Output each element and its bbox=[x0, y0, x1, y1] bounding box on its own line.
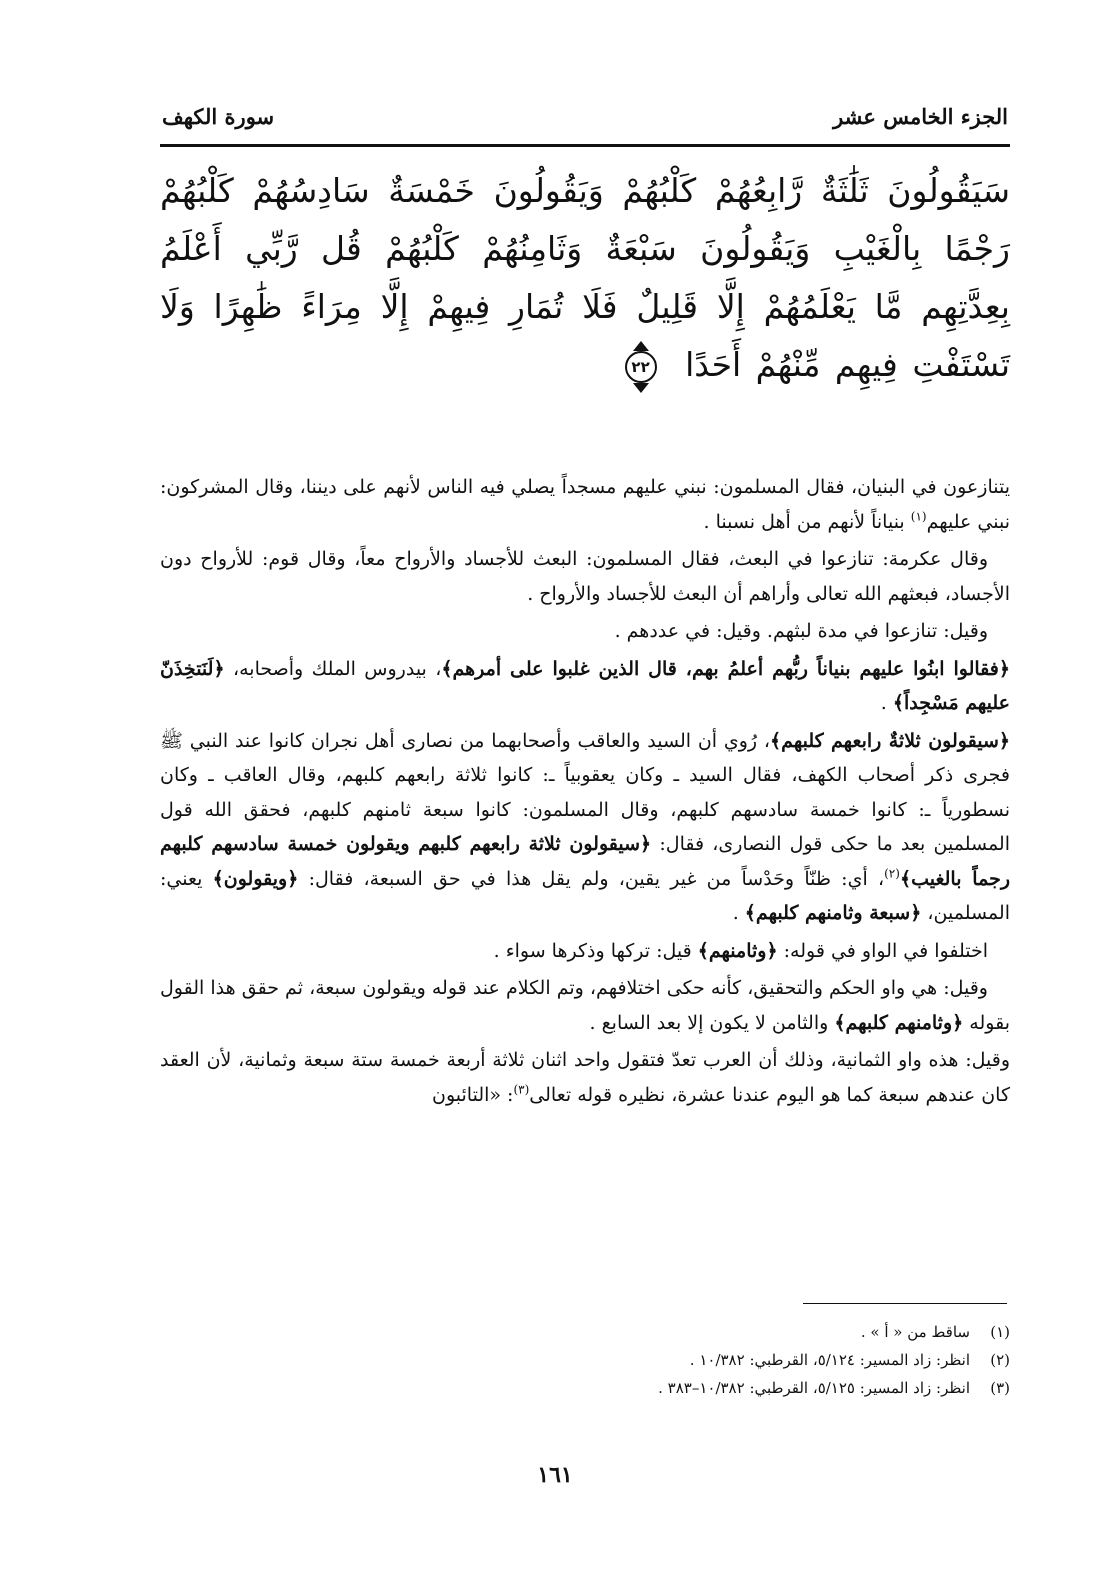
footnote-ref-3[interactable]: (٣) bbox=[513, 1082, 530, 1097]
paragraph-text: وقيل: هذه واو الثمانية، وذلك أن العرب تعدّ فتقول واحد اثنان ثلاثة أربعة خمسة ستة سبعة وثمانية، لأن العقد كان عندهم سبعة كما هو اليوم عندنا عشرة، نظيره قوله تعالى bbox=[160, 1049, 1010, 1106]
footnote-number: (٢) bbox=[990, 1351, 1010, 1369]
paragraph-text: وقيل: هي واو الحكم والتحقيق، كأنه حكى اختلافهم، وتم الكلام عند قوله ويقولون سبعة، ثم حقق هذا القول بقوله bbox=[160, 977, 1010, 1034]
paragraph-text: يعني: المسلمين، bbox=[160, 867, 1010, 924]
paragraph-text: بنياناً لأنهم من أهل نسبنا . bbox=[703, 510, 911, 533]
footnote-2 bbox=[560, 1346, 1010, 1374]
paragraph-text: والثامن لا يكون إلا بعد السابع . bbox=[589, 1011, 835, 1034]
paragraph-text: : «التائبون bbox=[432, 1083, 514, 1106]
footnote-number: (٣) bbox=[990, 1379, 1010, 1397]
header-rule bbox=[160, 144, 1010, 147]
paragraph-4 bbox=[160, 652, 1010, 721]
quote-text: ﴿سيقولون ثلاثة رابعهم كلبهم ويقولون خمسة سادسهم كلبهم رجماً بالغيب﴾ bbox=[160, 833, 1010, 890]
paragraph-7 bbox=[160, 971, 1010, 1040]
paragraph-text: ، أي: ظنّاً وحَدْساً من غير يقين، ولم يقل هذا في حق السبعة، فقال: bbox=[298, 867, 885, 890]
quote-text: ﴿سبعة وثامنهم كلبهم﴾ bbox=[744, 902, 922, 924]
paragraph-5 bbox=[160, 724, 1010, 931]
quote-text: ﴿فقالوا ابنُوا عليهم بنياناً ربُّهم أعلمُ بهم، قال الذين غلبوا على أمرهم﴾ bbox=[441, 657, 1010, 680]
quran-verse bbox=[160, 162, 1010, 394]
footnote-ref-1[interactable]: (١) bbox=[910, 509, 927, 524]
juz-title: الجزء الخامس عشر bbox=[833, 103, 1008, 129]
quote-text: ﴿سيقولون ثلاثةٌ رابعهم كلبهم﴾ bbox=[770, 729, 1010, 752]
footnotes bbox=[560, 1318, 1010, 1402]
footnote-text: ساقط من « أ » . bbox=[860, 1323, 970, 1341]
footnote-rule bbox=[803, 1303, 1007, 1304]
paragraph-1 bbox=[160, 470, 1010, 539]
paragraph-text: يتنازعون في البنيان، فقال المسلمون: نبني عليهم مسجداً يصلي فيه الناس لأنهم على ديننا، وقال المشركون: نبني عليهم bbox=[160, 476, 1010, 533]
quote-text: ﴿وثامنهم﴾ bbox=[697, 939, 778, 962]
paragraph-2 bbox=[160, 542, 1010, 611]
paragraph-text: ، بيدروس الملك وأصحابه، bbox=[224, 657, 442, 680]
surah-title: سورة الكهف bbox=[162, 103, 275, 129]
paragraph-text: وقيل: تنازعوا في مدة لبثهم. وقيل: في عددهم . bbox=[614, 620, 988, 642]
footnote-text: انظر: زاد المسير: ٥/١٢٥، القرطبي: ١٠/٣٨٢–٣٨٣ . bbox=[658, 1379, 970, 1397]
paragraph-6 bbox=[160, 934, 1010, 969]
verse-marker-bottom-icon bbox=[633, 383, 649, 393]
page-header bbox=[162, 96, 1008, 136]
footnote-3 bbox=[560, 1374, 1010, 1402]
paragraph-text: ، رُوي أن السيد والعاقب وأصحابهما من نصارى أهل نجران كانوا عند النبي ﷺ فجرى ذكر أصحاب الكهف، فقال السيد ـ وكان يعقوبياً ـ: كانوا ثلاثة رابعهم كلبهم، وقال العاقب ـ وكان نسطورياً ـ: كانوا خمسة سادسهم كلبهم، وقال المسلمون: كانوا سبعة ثامنهم كلبهم، فحقق الله قول المسلمين بعد ما حكى قول النصارى، فقال: bbox=[160, 729, 1010, 855]
quote-text: ﴿لَنَتخِذَنّ عليهم مَسْجِداً﴾ bbox=[160, 657, 1010, 714]
footnote-text: انظر: زاد المسير: ٥/١٢٤، القرطبي: ١٠/٣٨٢ . bbox=[689, 1351, 970, 1369]
footnote-number: (١) bbox=[990, 1323, 1010, 1341]
paragraph-text: . bbox=[732, 902, 745, 924]
footnote-ref-2[interactable]: (٢) bbox=[884, 866, 900, 881]
commentary-body bbox=[160, 470, 1010, 1115]
verse-number: ٢٢ bbox=[631, 357, 650, 376]
quote-text: ﴿ويقولون﴾ bbox=[212, 867, 299, 890]
verse-text: سَيَقُولُونَ ثَلَٰثَةٌ رَّابِعُهُمْ كَلْبُهُمْ وَيَقُولُونَ خَمْسَةٌ سَادِسُهُمْ كَلْبُهُمْ رَجْمًا بِالْغَيْبِ وَيَقُولُونَ سَبْعَةٌ وَثَامِنُهُمْ كَلْبُهُمْ قُل رَّبِّي أَعْلَمُ بِعِدَّتِهِم مَّا يَعْلَمُهُمْ إِلَّا قَلِيلٌ فَلَا تُمَارِ فِيهِمْ إِلَّا مِرَاءً ظَٰهِرًا وَلَا تَسْتَفْتِ فِيهِم مِّنْهُمْ أَحَدًا bbox=[160, 171, 1010, 384]
footnote-1 bbox=[560, 1318, 1010, 1346]
paragraph-3 bbox=[160, 614, 1010, 649]
paragraph-text: . bbox=[880, 692, 893, 714]
quote-text: ﴿وثامنهم كلبهم﴾ bbox=[834, 1011, 964, 1034]
page-number: ١٦١ bbox=[537, 1462, 573, 1488]
paragraph-text: وقال عكرمة: تنازعوا في البعث، فقال المسلمون: البعث للأجساد والأرواح معاً، وقال قوم: للأرواح دون الأجساد، فبعثهم الله تعالى وأراهم أن البعث للأجساد والأرواح . bbox=[160, 548, 1010, 605]
verse-number-marker bbox=[621, 347, 661, 387]
paragraph-text: اختلفوا في الواو في قوله: bbox=[777, 939, 988, 962]
paragraph-8 bbox=[160, 1043, 1010, 1112]
paragraph-text: قيل: تركها وذكرها سواء . bbox=[493, 939, 698, 962]
